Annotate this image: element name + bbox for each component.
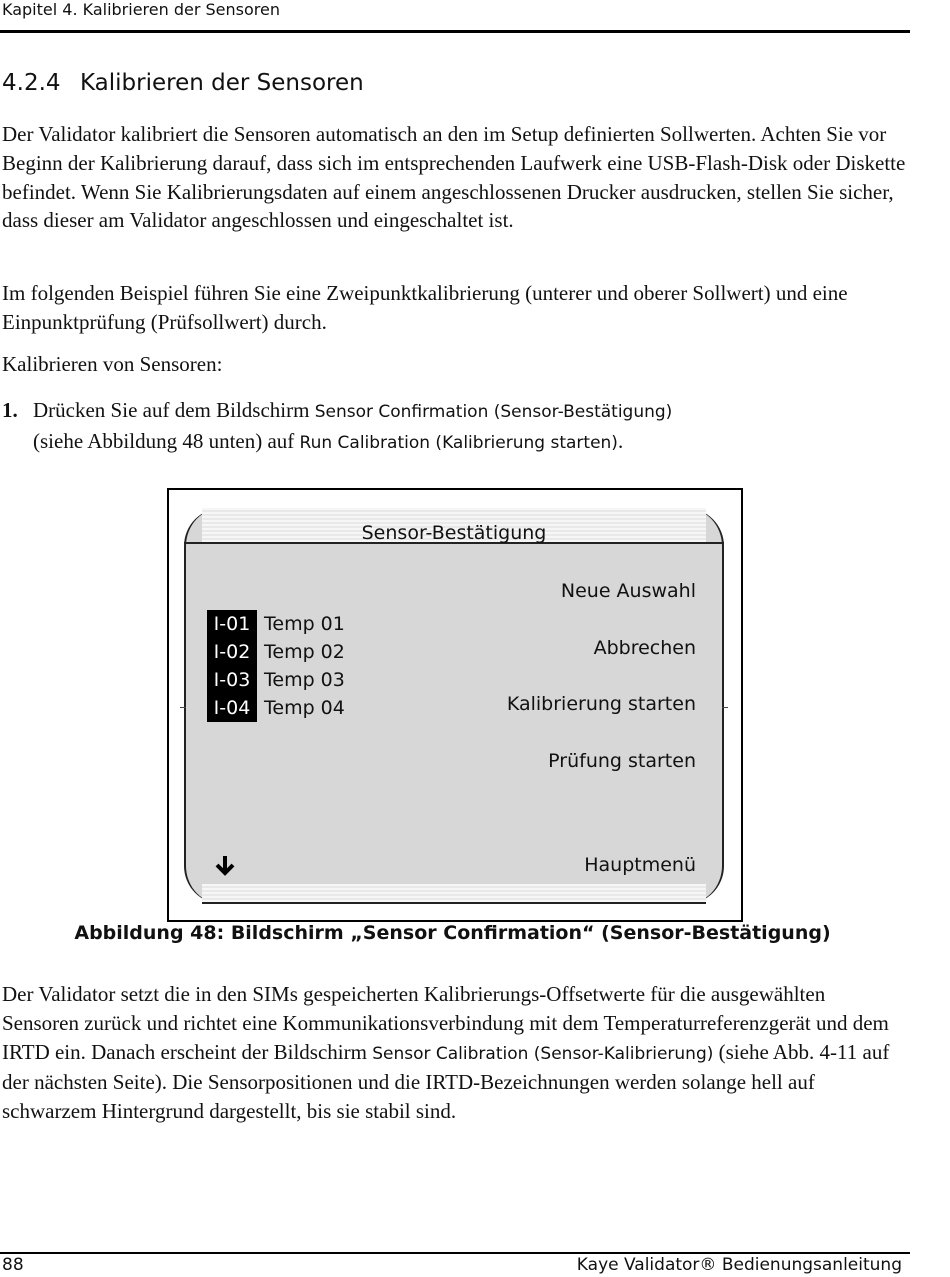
ui-term-sensor-calibration: Sensor Calibration (Sensor-Kalibrierung) — [372, 1043, 714, 1064]
figure-caption: Abbildung 48: Bildschirm „Sensor Confirmation“ (Sensor-Bestätigung) — [74, 922, 831, 944]
section-title: Kalibrieren der Sensoren — [80, 70, 364, 96]
run-calibration-button[interactable]: Kalibrierung starten — [506, 693, 696, 715]
step-number: 1. — [2, 398, 18, 422]
figure-frame — [167, 488, 743, 922]
footer-rule — [0, 1252, 910, 1254]
main-menu-button[interactable]: Hauptmenü — [584, 854, 696, 876]
paragraph-procedure-lead: Kalibrieren von Sensoren: — [2, 352, 223, 376]
para4-text-b: (siehe Abb. 4-11 auf der nächsten Seite). Die Sensorpositionen und die IRTD-Bezeichnungen werden solange hell auf schwarzem Hintergrund dargestellt, bis sie stabil sind. — [2, 1039, 890, 1124]
sensor-name: Temp 02 — [264, 641, 345, 663]
paragraph-after-figure — [2, 980, 907, 1126]
sensor-id: I-01 — [207, 610, 257, 638]
para4-text-a: Der Validator setzt die in den SIMs gespeicherten Kalibrierungs-Offsetwerte für die ausgewählten Sensoren zurück und richtet eine Kommunikationsverbindung mit dem Temperaturreferenzgerät und dem IRTD ein. Danach erscheint der Bildschirm — [2, 982, 889, 1064]
running-head: Kapitel 4. Kalibrieren der Sensoren — [2, 0, 280, 19]
step-text — [33, 396, 903, 458]
device-screen — [184, 508, 724, 904]
paragraph-intro: Der Validator kalibriert die Sensoren automatisch an den im Setup definierten Sollwerten. Achten Sie vor Beginn der Kalibrierung darauf, dass sich im entsprechenden Laufwerk eine USB-Flash-Disk oder Diskette befindet. Wenn Sie Kalibrierungsdaten auf einem angeschlossenen Drucker ausdrucken, stellen Sie sicher, dass dieser am Validator angeschlossen und eingeschaltet ist. — [2, 122, 906, 233]
step-text-c: . — [617, 429, 624, 453]
sensor-id: I-04 — [207, 694, 257, 722]
cancel-button[interactable]: Abbrechen — [593, 637, 696, 659]
ui-term-run-calibration: Run Calibration (Kalibrierung starten) — [299, 433, 618, 453]
run-verification-button[interactable]: Prüfung starten — [548, 750, 696, 772]
screen-tick-left — [180, 707, 186, 708]
screen-tick-right — [722, 707, 728, 708]
new-selection-button[interactable]: Neue Auswahl — [560, 580, 696, 602]
footer-title: Kaye Validator® Bedienungsanleitung — [576, 1255, 902, 1275]
sensor-name: Temp 01 — [264, 613, 345, 635]
step-text-a: Drücken Sie auf dem Bildschirm — [33, 398, 315, 422]
step-text-b: (siehe Abbildung 48 unten) auf — [33, 429, 300, 453]
screen-title: Sensor-Bestätigung — [361, 522, 547, 544]
header-rule — [0, 30, 910, 33]
sensor-id: I-02 — [207, 638, 257, 666]
page-number: 88 — [2, 1255, 24, 1275]
section-number: 4.2.4 — [2, 70, 61, 96]
screen-footer-bar — [202, 884, 706, 904]
sensor-name: Temp 03 — [264, 669, 345, 691]
paragraph-example: Im folgenden Beispiel führen Sie eine Zweipunktkalibrierung (unterer und oberer Sollwert) und eine Einpunktprüfung (Prüfsollwert) durch. — [2, 281, 848, 334]
ui-term-sensor-confirmation: Sensor Confirmation (Sensor-Bestätigung) — [314, 402, 673, 422]
sensor-name: Temp 04 — [264, 697, 345, 719]
section-heading — [2, 70, 364, 96]
down-arrow-icon[interactable] — [214, 854, 236, 876]
sensor-id: I-03 — [207, 666, 257, 694]
